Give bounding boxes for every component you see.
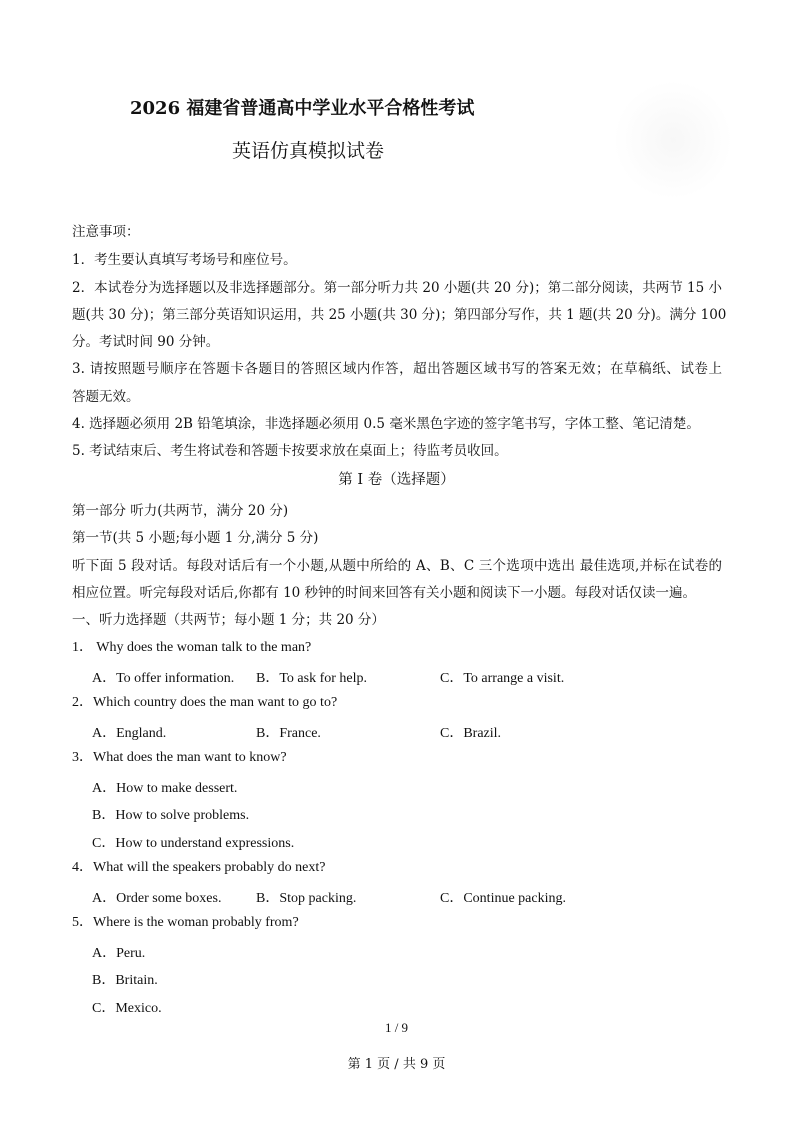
- question-4: 4．What will the speakers probably do next?: [72, 860, 326, 875]
- option-b: B．France.: [256, 726, 321, 741]
- option-a: A．Order some boxes.: [92, 891, 222, 906]
- note-line: 3. 请按照题号顺序在答题卡各题目的答照区域内作答，超出答题区域书写的答案无效；在草稿纸、试卷上: [72, 361, 722, 377]
- note-line: 答题无效。: [72, 389, 140, 405]
- option-c: C．Mexico.: [92, 1001, 162, 1016]
- option-c: C．To arrange a visit.: [440, 671, 565, 686]
- option-a: A．England.: [92, 726, 167, 741]
- option-b: B．To ask for help.: [256, 671, 368, 686]
- notes-heading: 注意事项：: [72, 224, 140, 240]
- page-number: 1 / 9: [384, 1020, 409, 1035]
- option-b: B．Stop packing.: [256, 891, 357, 906]
- part-heading: 第一部分 听力(共两节，满分 20 分): [72, 503, 289, 519]
- section-title: 第 I 卷（选择题）: [338, 472, 455, 488]
- note-line: 1．考生要认真填写考场号和座位号。: [72, 252, 297, 268]
- note-line: 题(共 30 分)；第三部分英语知识运用，共 25 小题(共 30 分)；第四部分写作，共 1 题(共 20 分)。满分 100: [72, 307, 727, 323]
- note-line: 5. 考试结束后、考生将试卷和答题卡按要求放在桌面上；待监考员收回。: [72, 443, 508, 459]
- option-c: C．Brazil.: [440, 726, 502, 741]
- option-a: A．Peru.: [92, 946, 146, 961]
- subsection-heading: 第一节(共 5 小题;每小题 1 分,满分 5 分): [72, 530, 319, 546]
- note-line: 分。考试时间 90 分钟。: [72, 334, 220, 350]
- question-5: 5．Where is the woman probably from?: [72, 915, 299, 930]
- option-a: A．How to make dessert.: [92, 781, 238, 796]
- question-3: 3．What does the man want to know?: [72, 750, 287, 765]
- option-c: C．How to understand expressions.: [92, 836, 295, 851]
- note-line: 2．本试卷分为选择题以及非选择题部分。第一部分听力共 20 小题(共 20 分)；第二部分阅读，共两节 15 小: [72, 280, 722, 296]
- note-line: 4. 选择题必须用 2B 铅笔填涂，非选择题必须用 0.5 毫米黑色字迹的签字笔书写，字体工整、笔记清楚。: [72, 416, 700, 432]
- option-b: B．How to solve problems.: [92, 808, 250, 823]
- question-1: 1． Why does the woman talk to the man?: [72, 640, 312, 655]
- option-a: A．To offer information.: [92, 671, 235, 686]
- instruction-line: 听下面 5 段对话。每段对话后有一个小题,从题中所给的 A、B、C 三个选项中选出 最佳选项,并标在试卷的: [72, 558, 722, 574]
- exam-subtitle: 英语仿真模拟试卷: [232, 140, 385, 162]
- listening-heading: 一、听力选择题（共两节；每小题 1 分；共 20 分）: [72, 612, 385, 628]
- scan-shadow: [613, 80, 733, 200]
- instruction-line: 相应位置。听完每段对话后,你都有 10 秒钟的时间来回答有关小题和阅读下一小题。每段对话仅读一遍。: [72, 585, 697, 601]
- exam-title: 2026 福建省普通高中学业水平合格性考试: [130, 98, 475, 119]
- option-c: C．Continue packing.: [440, 891, 566, 906]
- option-b: B．Britain.: [92, 973, 158, 988]
- page-info: 第 1 页 / 共 9 页: [347, 1057, 446, 1072]
- question-2: 2．Which country does the man want to go to?: [72, 695, 338, 710]
